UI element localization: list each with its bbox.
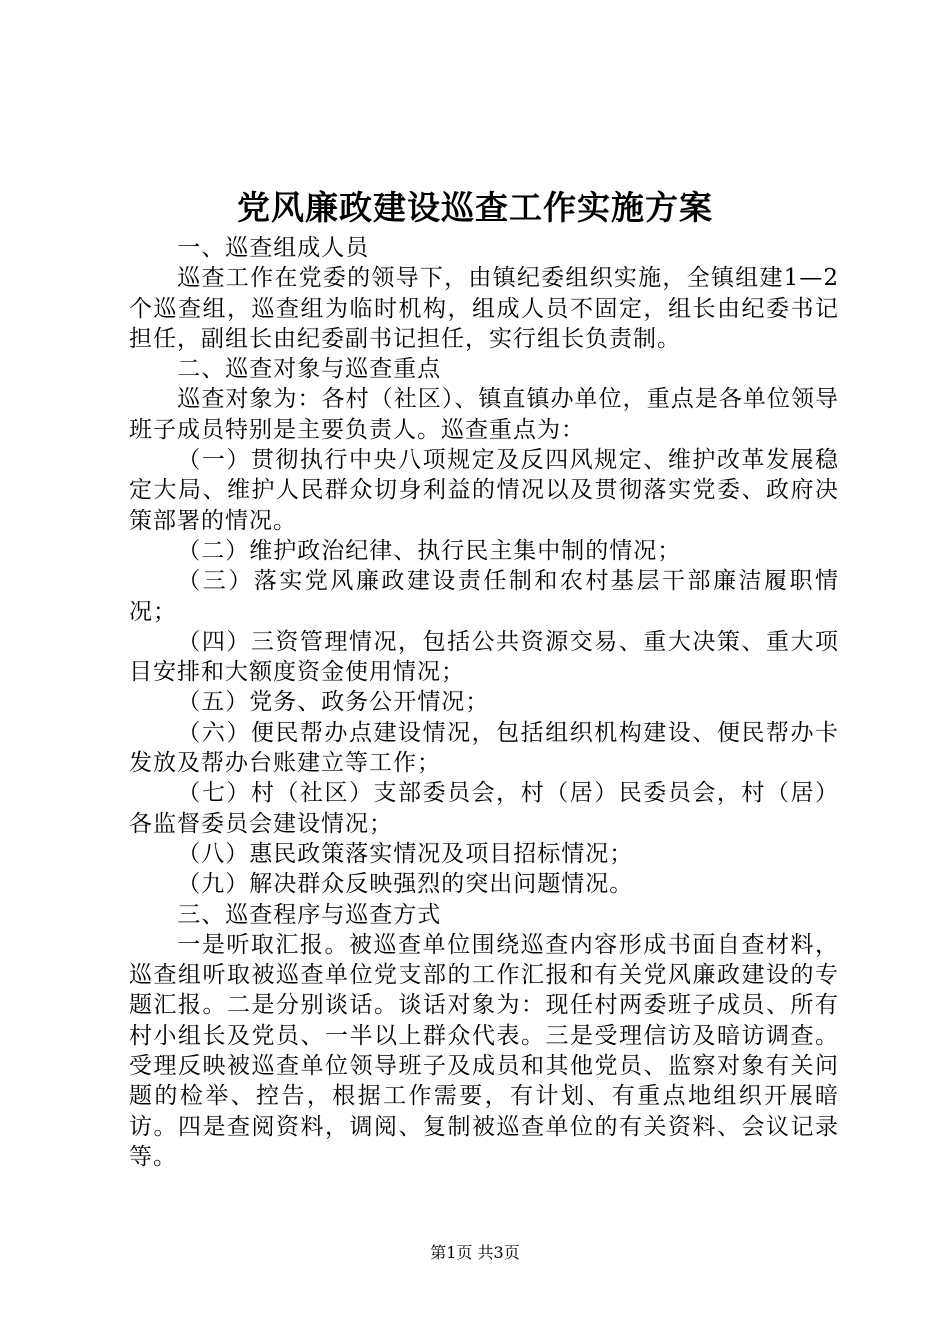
- list-item-1: （一）贯彻执行中央八项规定及反四风规定、维护改革发展稳定大局、维护人民群众切身利益的情况以及贯彻落实党委、政府决策部署的情况。: [129, 447, 839, 534]
- list-item-9: （九）解决群众反映强烈的突出问题情况。: [177, 871, 634, 898]
- list-item-2: （二）维护政治纪律、执行民主集中制的情况；: [177, 537, 682, 564]
- section-heading-2: 二、巡查对象与巡查重点: [177, 356, 442, 383]
- list-item-6: （六）便民帮办点建设情况，包括组织机构建设、便民帮办卡发放及帮办台账建立等工作；: [129, 719, 839, 777]
- section-heading-3: 三、巡查程序与巡查方式: [177, 901, 442, 928]
- list-item-4: （四）三资管理情况，包括公共资源交易、重大决策、重大项目安排和大额度资金使用情况；: [129, 628, 839, 686]
- list-item-8: （八）惠民政策落实情况及项目招标情况；: [177, 840, 634, 867]
- section-heading-1: 一、巡查组成人员: [177, 235, 370, 261]
- document-title: 党风廉政建设巡查工作实施方案: [237, 188, 713, 227]
- list-item-3: （三）落实党风廉政建设责任制和农村基层干部廉洁履职情况；: [129, 568, 839, 625]
- list-item-5: （五）党务、政务公开情况；: [177, 689, 490, 716]
- list-item-7: （七）村（社区）支部委员会，村（居）民委员会，村（居）各监督委员会建设情况；: [129, 780, 839, 837]
- document-body: [129, 233, 839, 1172]
- paragraph-2: 巡查对象为：各村（社区）、镇直镇办单位，重点是各单位领导班子成员特别是主要负责人。巡查重点为：: [129, 386, 839, 443]
- paragraph-3: 一是听取汇报。被巡查单位围绕巡查内容形成书面自查材料，巡查组听取被巡查单位党支部的工作汇报和有关党风廉政建设的专题汇报。二是分别谈话。谈话对象为：现任村两委班子成员、所有村小组长及党员、一半以上群众代表。三是受理信访及暗访调查。受理反映被巡查单位领导班子及成员和其他党员、监察对象有关问题的检举、控告，根据工作需要，有计划、有重点地组织开展暗访。四是查阅资料，调阅、复制被巡查单位的有关资料、会议记录等。: [129, 931, 839, 1170]
- page-number-footer: 第1页 共3页: [430, 1243, 520, 1262]
- paragraph-1: 巡查工作在党委的领导下，由镇纪委组织实施，全镇组建1—2个巡查组，巡查组为临时机构，组成人员不固定，组长由纪委书记担任，副组长由纪委副书记担任，实行组长负责制。: [129, 265, 839, 352]
